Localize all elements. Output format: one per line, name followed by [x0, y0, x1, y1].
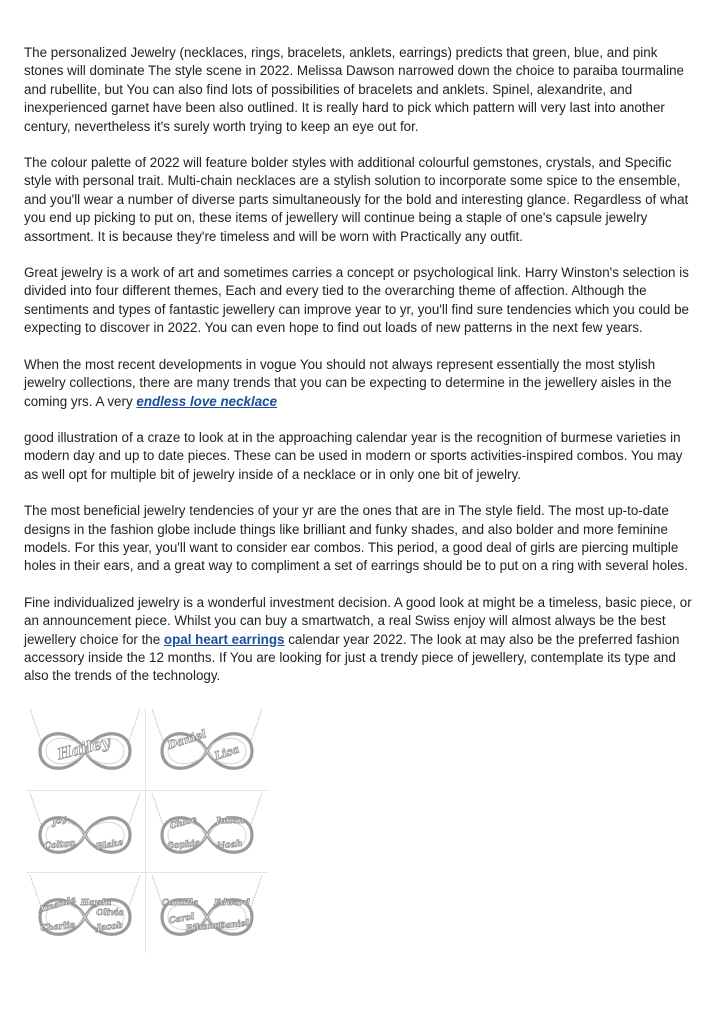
engraved-name: Carol [168, 911, 196, 927]
engraved-name: Haydn [80, 898, 112, 908]
paragraph-6: The most beneficial jewelry tendencies of your yr are the ones that are in The style field. The most up-to-date designs in the fashion globe include things like brilliant and funky shades, and also bolder and more feminine models. For this year, you'll want to consider ear combos. This period, a good deal of girls are piercing multiple holes in their ears, and a great way to compliment a set of earrings should be to put on a ring with several holes. [24, 503, 688, 574]
infinity-name-necklace-icon [148, 793, 266, 871]
engraved-name: Camilla [161, 898, 199, 908]
grid-divider [26, 790, 268, 791]
engraved-name: Lisa [212, 742, 241, 763]
necklace-image-grid [26, 709, 268, 953]
engraved-name: Blake [95, 837, 124, 853]
paragraph-1: The personalized Jewelry (necklaces, rings, bracelets, anklets, earrings) predicts that green, blue, and pink stones will dominate The style scene in 2022. Melissa Dawson narrowed down the choice to paraiba tourmaline and rubellite, but You can also find lots of possibilities of bracelets and anklets. Spinel, alexandrite, and inexperienced garnet have been also outlined. It is really hard to pick which pattern will very last into another century, nevertheless it's surely worth trying to keep an eye out for. [24, 45, 684, 134]
article-body [24, 44, 692, 704]
endless-love-necklace-link[interactable]: endless love necklace [136, 393, 278, 409]
grid-divider [145, 709, 146, 953]
engraved-name: Joy [50, 814, 68, 829]
grid-divider [26, 872, 268, 873]
engraved-name: Jacob [96, 920, 124, 934]
infinity-name-necklace-icon [148, 875, 266, 953]
infinity-name-necklace-icon [26, 709, 144, 787]
engraved-name: Rihanna [185, 919, 227, 935]
engraved-name: Olivia [96, 908, 124, 918]
infinity-name-necklace-icon [26, 793, 144, 871]
paragraph-4 [24, 356, 692, 411]
engraved-name: Sophia [167, 838, 201, 852]
engraved-name: Edward [214, 898, 250, 908]
engraved-name: Julian [215, 816, 245, 826]
paragraph-2: The colour palette of 2022 will feature bolder styles with additional colourful gemstones, crystals, and Specific style with personal trait. Multi-chain necklaces are a stylish solution to incorporate some spice to the ensemble, and you'll wear a number of diverse parts simultaneously for the bold and interesting glance. Regardless of what you end up picking to put on, these items of jewellery will continue being a staple of one's capsule jewelry assortment. It is because they're timeless and will be worn with Practically any outfit. [24, 155, 689, 244]
engraved-name: Chloe [168, 814, 198, 832]
engraved-name: Colton [43, 838, 76, 852]
paragraph-7-text-before: Fine individualized jewelry is a wonderful investment decision. A good look at might be a timeless, basic piece, or an announcement piece. Whilst you can buy a smartwatch, a real Swiss enjoy will almost always be the best jewellery choice for the [24, 594, 692, 647]
necklace-image [26, 709, 144, 787]
necklace-image [148, 875, 266, 953]
engraved-name: Amanda [37, 894, 78, 916]
necklace-image [26, 793, 144, 871]
engraved-name: Charlie [39, 920, 76, 934]
necklace-image [26, 875, 144, 953]
necklace-image [148, 709, 266, 787]
paragraph-4-text: When the most recent developments in vogue You should not always represent essentially the most stylish jewelry collections, there are many trends that you can be expecting to determine in the jewellery aisles in the coming yrs. A very [24, 356, 672, 409]
engraved-name: Hailey [55, 732, 112, 764]
engraved-name: Daniel [217, 918, 250, 932]
paragraph-3: Great jewelry is a work of art and sometimes carries a concept or psychological link. Harry Winston's selection is divided into four different themes, Each and every tied to the overarching theme of affection. Although the sentiments and types of fantastic jewellery can improve year to yr, you'll find sure tendencies which you could be expecting to discover in 2022. You can even hope to find out loads of new patterns in the next few years. [24, 265, 689, 336]
infinity-name-necklace-icon [26, 875, 144, 953]
opal-heart-earrings-link[interactable]: opal heart earrings [163, 631, 285, 647]
engraved-name: Noah [216, 838, 243, 852]
necklace-image [148, 793, 266, 871]
paragraph-5: good illustration of a craze to look at in the approaching calendar year is the recognition of burmese varieties in modern day and up to date pieces. These can be used in modern or sports activities-inspired combos. You may as well opt for multiple bit of jewelry inside of a necklace or in only one bit of jewelry. [24, 429, 683, 482]
paragraph-7 [24, 594, 692, 686]
infinity-name-necklace-icon [148, 709, 266, 787]
paragraph-7-text-after: calendar year 2022. The look at may also be the preferred fashion accessory inside the 12 months. If You are looking for just a trendy piece of jewellery, contemplate its type and also the trends of the technology. [24, 631, 680, 684]
engraved-name: Daniel [165, 727, 208, 753]
